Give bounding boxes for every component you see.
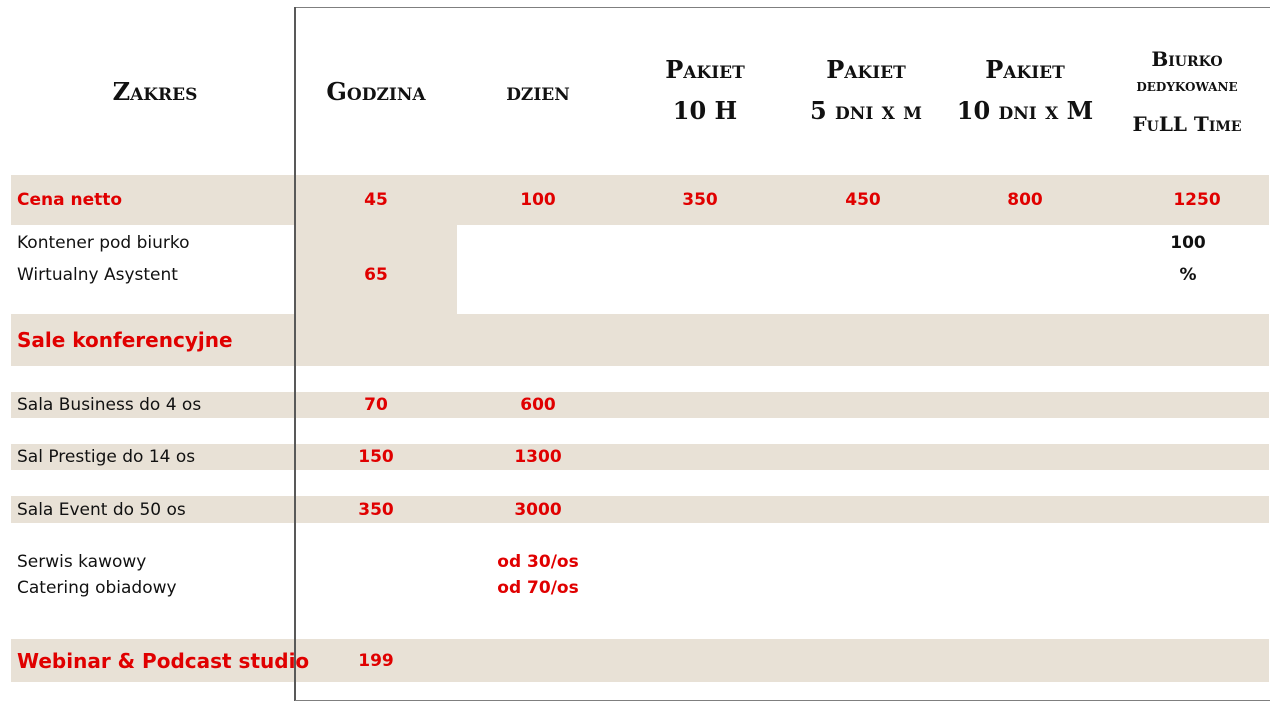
biurko-extra-value-line1: 100 xyxy=(1170,233,1206,253)
event-band xyxy=(11,496,1269,523)
header-pakiet-10h-line1: Pakiet xyxy=(665,55,745,84)
sale-heading: Sale konferencyjne xyxy=(17,328,233,352)
room-business-dzien: 600 xyxy=(520,395,556,415)
room-prestige-dzien: 1300 xyxy=(514,447,562,467)
cena-pakiet-10h-value: 350 xyxy=(682,190,718,210)
table-top-border xyxy=(295,7,1270,8)
room-business-godzina: 70 xyxy=(364,395,388,415)
header-pakiet-5dni-line2: 5 dni x m xyxy=(809,96,922,125)
studio-label: Webinar & Podcast studio xyxy=(17,649,310,673)
serwis-kawowy-label: Serwis kawowy xyxy=(17,552,147,572)
cena-pakiet-5dni-value: 450 xyxy=(845,190,881,210)
header-biurko-line1: Biurko xyxy=(1151,47,1223,71)
room-event-dzien: 3000 xyxy=(514,500,562,520)
header-biurko-line2: dedykowane xyxy=(1136,76,1238,96)
header-pakiet-10dni-line2: 10 dni x M xyxy=(956,96,1094,125)
cena-dzien-value: 100 xyxy=(520,190,556,210)
header-biurko-line3: FuLL Time xyxy=(1132,112,1242,136)
room-event-label: Sala Event do 50 os xyxy=(17,500,186,520)
catering-price: od 70/os xyxy=(497,578,579,598)
biurko-extra-value-line2: % xyxy=(1179,265,1197,285)
header-godzina: Godzina xyxy=(326,77,426,106)
room-business-label: Sala Business do 4 os xyxy=(17,395,202,415)
header-zakres: Zakres xyxy=(112,77,198,106)
room-event-godzina: 350 xyxy=(358,500,394,520)
header-pakiet-10h-line2: 10 H xyxy=(672,96,738,125)
header-pakiet-5dni-line1: Pakiet xyxy=(826,55,906,84)
table-bottom-border xyxy=(295,700,1270,701)
cena-netto-label: Cena netto xyxy=(17,190,123,210)
studio-godzina-value: 199 xyxy=(358,651,394,671)
header-dzien: dzien xyxy=(506,77,570,106)
cena-biurko-value: 1250 xyxy=(1173,190,1221,210)
room-prestige-godzina: 150 xyxy=(358,447,394,467)
prestige-band xyxy=(11,444,1269,470)
catering-label: Catering obiadowy xyxy=(17,578,177,598)
wirtualny-label: Wirtualny Asystent xyxy=(17,265,178,285)
wirtualny-godzina-value: 65 xyxy=(364,265,388,285)
table-left-border xyxy=(294,7,296,701)
cena-pakiet-10dni-value: 800 xyxy=(1007,190,1043,210)
serwis-kawowy-price: od 30/os xyxy=(497,552,579,572)
room-prestige-label: Sal Prestige do 14 os xyxy=(17,447,196,467)
kontener-label: Kontener pod biurko xyxy=(17,233,190,253)
header-pakiet-10dni-line1: Pakiet xyxy=(985,55,1065,84)
cena-godzina-value: 45 xyxy=(364,190,388,210)
